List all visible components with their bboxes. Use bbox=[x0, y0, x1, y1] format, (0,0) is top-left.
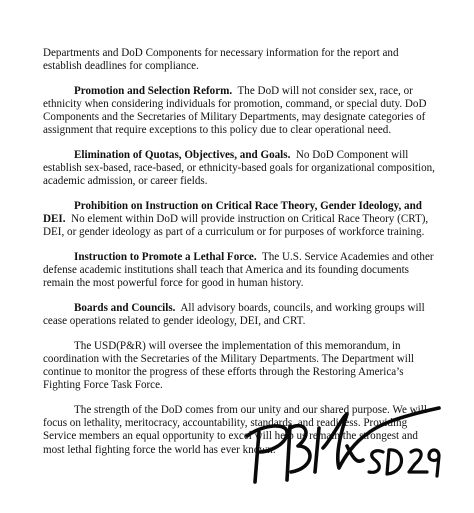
closing-paragraph-strength: The strength of the DoD comes from our unity and our shared purpose. We will focus on lethality, meritocracy, accountability, standards, and readiness. Providing Service members an equal opportunity to excel will help us remain the strongest and most lethal fighting force the world has ever known. bbox=[43, 404, 427, 456]
section-body: The U.S. Service Academies and other defense academic institutions shall teach that America and its founding documents remain the most powerful force for good in human history. bbox=[43, 251, 434, 290]
section-body: No element within DoD will provide instruction on Critical Race Theory (CRT), DEI, or gender ideology as part of a curriculum or for purposes of workforce training. bbox=[43, 213, 429, 239]
section-lethal-force bbox=[43, 251, 438, 291]
section-heading: Promotion and Selection Reform. bbox=[74, 84, 233, 97]
handwritten-signature bbox=[243, 402, 443, 490]
section-promotion bbox=[43, 85, 438, 138]
section-boards bbox=[43, 302, 438, 328]
continuation-paragraph: Departments and DoD Components for necessary information for the report and establish deadlines for compliance. bbox=[43, 47, 399, 73]
section-heading: Elimination of Quotas, Objectives, and Goals. bbox=[74, 149, 291, 161]
section-heading: Prohibition on Instruction on Critical Race Theory, Gender Ideology, and DEI. bbox=[43, 200, 422, 226]
section-body: The DoD will not consider sex, race, or ethnicity when considering individuals for promotion, command, or special duty. DoD Components and the Secretaries of Military Departments, may designate categories of assignment that require exceptions to this policy due to clear operational need. bbox=[43, 84, 427, 137]
section-body: All advisory boards, councils, and working groups will cease operations related to gender ideology, DEI, and CRT. bbox=[43, 302, 425, 328]
section-heading: Boards and Councils. bbox=[74, 302, 176, 314]
section-body: No DoD Component will establish sex-based, race-based, or ethnicity-based goals for organizational composition, academic admission, or career fields. bbox=[43, 149, 435, 188]
section-quotas bbox=[43, 149, 438, 189]
section-heading: Instruction to Promote a Lethal Force. bbox=[74, 251, 257, 263]
section-instruction-prohibition bbox=[43, 200, 438, 240]
closing-paragraph-oversight: The USD(P&R) will oversee the implementation of this memorandum, in coordination with the Secretaries of the Military Departments. The Department will continue to monitor the progress of these efforts through the Restoring America’s Fighting Force Task Force. bbox=[43, 339, 415, 392]
